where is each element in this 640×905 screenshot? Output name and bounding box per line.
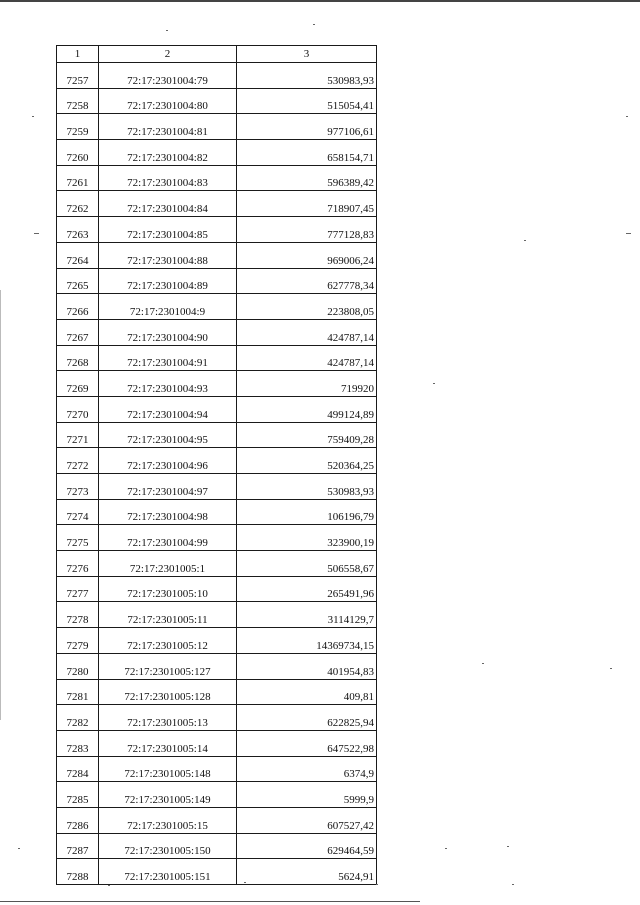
table-row xyxy=(57,602,377,628)
table-row xyxy=(57,165,377,191)
cadastral-number-cell: 72:17:2301004:82 xyxy=(99,140,237,166)
cadastral-value-cell: 424787,14 xyxy=(237,319,377,345)
row-number-cell: 7264 xyxy=(57,242,99,268)
cadastral-value-cell: 658154,71 xyxy=(237,140,377,166)
cadastral-number-cell: 72:17:2301004:97 xyxy=(99,474,237,500)
table-row xyxy=(57,191,377,217)
cadastral-number-cell: 72:17:2301004:9 xyxy=(99,294,237,320)
table-row xyxy=(57,833,377,859)
table-row xyxy=(57,525,377,551)
table-row xyxy=(57,448,377,474)
cadastral-number-cell: 72:17:2301005:11 xyxy=(99,602,237,628)
cadastral-value-cell: 515054,41 xyxy=(237,88,377,114)
table-row xyxy=(57,474,377,500)
table-body xyxy=(57,63,377,885)
scan-speck xyxy=(376,884,378,885)
row-number-cell: 7263 xyxy=(57,217,99,243)
cadastral-number-cell: 72:17:2301004:96 xyxy=(99,448,237,474)
row-number-cell: 7261 xyxy=(57,165,99,191)
table-row xyxy=(57,114,377,140)
table-row xyxy=(57,807,377,833)
row-number-cell: 7273 xyxy=(57,474,99,500)
row-number-cell: 7278 xyxy=(57,602,99,628)
cadastral-value-cell: 718907,45 xyxy=(237,191,377,217)
cadastral-value-cell: 323900,19 xyxy=(237,525,377,551)
row-number-cell: 7260 xyxy=(57,140,99,166)
row-number-cell: 7286 xyxy=(57,807,99,833)
row-number-cell: 7269 xyxy=(57,371,99,397)
scan-speck xyxy=(512,884,514,885)
row-number-cell: 7275 xyxy=(57,525,99,551)
scan-speck xyxy=(524,240,526,241)
cadastral-number-cell: 72:17:2301005:12 xyxy=(99,628,237,654)
scan-speck xyxy=(610,668,612,669)
cadastral-value-cell: 6374,9 xyxy=(237,756,377,782)
row-number-cell: 7285 xyxy=(57,782,99,808)
scan-speck xyxy=(166,30,168,31)
cadastral-value-cell: 607527,42 xyxy=(237,807,377,833)
table-row xyxy=(57,653,377,679)
cadastral-number-cell: 72:17:2301004:93 xyxy=(99,371,237,397)
row-number-cell: 7265 xyxy=(57,268,99,294)
row-number-cell: 7288 xyxy=(57,859,99,885)
table-row xyxy=(57,705,377,731)
cadastral-value-cell: 409,81 xyxy=(237,679,377,705)
scan-speck xyxy=(18,848,20,849)
cadastral-number-cell: 72:17:2301004:88 xyxy=(99,242,237,268)
scan-left-edge xyxy=(0,290,1,720)
cadastral-value-cell: 759409,28 xyxy=(237,422,377,448)
table-row xyxy=(57,268,377,294)
cadastral-value-cell: 596389,42 xyxy=(237,165,377,191)
cadastral-value-cell: 401954,83 xyxy=(237,653,377,679)
cadastral-number-cell: 72:17:2301004:85 xyxy=(99,217,237,243)
table-row xyxy=(57,242,377,268)
cadastral-number-cell: 72:17:2301004:98 xyxy=(99,499,237,525)
cadastral-value-cell: 499124,89 xyxy=(237,396,377,422)
cadastral-value-cell: 647522,98 xyxy=(237,730,377,756)
scan-speck xyxy=(626,116,628,117)
table-row xyxy=(57,294,377,320)
row-number-cell: 7270 xyxy=(57,396,99,422)
cadastral-number-cell: 72:17:2301004:90 xyxy=(99,319,237,345)
cadastral-number-cell: 72:17:2301004:89 xyxy=(99,268,237,294)
row-number-cell: 7281 xyxy=(57,679,99,705)
cadastral-number-cell: 72:17:2301005:127 xyxy=(99,653,237,679)
cadastral-number-cell: 72:17:2301005:10 xyxy=(99,576,237,602)
cadastral-value-cell: 622825,94 xyxy=(237,705,377,731)
cadastral-value-cell: 106196,79 xyxy=(237,499,377,525)
cadastral-value-cell: 520364,25 xyxy=(237,448,377,474)
table-row xyxy=(57,63,377,89)
table-row xyxy=(57,551,377,577)
cadastral-number-cell: 72:17:2301005:128 xyxy=(99,679,237,705)
cadastral-value-cell: 627778,34 xyxy=(237,268,377,294)
row-number-cell: 7272 xyxy=(57,448,99,474)
cadastral-number-cell: 72:17:2301004:91 xyxy=(99,345,237,371)
row-number-cell: 7266 xyxy=(57,294,99,320)
scan-speck xyxy=(244,882,246,883)
cadastral-number-cell: 72:17:2301005:1 xyxy=(99,551,237,577)
row-number-cell: 7258 xyxy=(57,88,99,114)
cadastral-number-cell: 72:17:2301005:148 xyxy=(99,756,237,782)
row-number-cell: 7274 xyxy=(57,499,99,525)
table-row xyxy=(57,371,377,397)
row-number-cell: 7259 xyxy=(57,114,99,140)
scan-speck xyxy=(445,848,447,849)
cadastral-value-cell: 14369734,15 xyxy=(237,628,377,654)
cadastral-number-cell: 72:17:2301005:149 xyxy=(99,782,237,808)
table-row xyxy=(57,88,377,114)
cadastral-value-cell: 777128,83 xyxy=(237,217,377,243)
table-row xyxy=(57,782,377,808)
cadastral-value-cell: 223808,05 xyxy=(237,294,377,320)
cadastral-number-cell: 72:17:2301004:84 xyxy=(99,191,237,217)
row-number-cell: 7280 xyxy=(57,653,99,679)
cadastral-value-cell: 265491,96 xyxy=(237,576,377,602)
cadastral-number-cell: 72:17:2301005:151 xyxy=(99,859,237,885)
cadastral-number-cell: 72:17:2301004:83 xyxy=(99,165,237,191)
table-row xyxy=(57,319,377,345)
cadastral-value-cell: 530983,93 xyxy=(237,63,377,89)
table-row xyxy=(57,499,377,525)
cadastral-number-cell: 72:17:2301004:94 xyxy=(99,396,237,422)
cadastral-value-cell: 629464,59 xyxy=(237,833,377,859)
row-number-cell: 7277 xyxy=(57,576,99,602)
page-top-border xyxy=(0,0,640,2)
row-number-cell: 7257 xyxy=(57,63,99,89)
scan-speck xyxy=(34,233,39,234)
cadastral-value-cell: 977106,61 xyxy=(237,114,377,140)
row-number-cell: 7268 xyxy=(57,345,99,371)
column-header-number: 1 xyxy=(57,46,99,63)
table-row xyxy=(57,396,377,422)
scan-speck xyxy=(32,116,34,117)
cadastral-number-cell: 72:17:2301004:81 xyxy=(99,114,237,140)
cadastral-number-cell: 72:17:2301004:79 xyxy=(99,63,237,89)
row-number-cell: 7287 xyxy=(57,833,99,859)
row-number-cell: 7271 xyxy=(57,422,99,448)
scan-speck xyxy=(626,233,631,234)
cadastral-value-cell: 719920 xyxy=(237,371,377,397)
scan-speck xyxy=(313,24,315,25)
table-row xyxy=(57,679,377,705)
cadastral-value-cell: 506558,67 xyxy=(237,551,377,577)
table-row xyxy=(57,628,377,654)
row-number-cell: 7279 xyxy=(57,628,99,654)
table-row xyxy=(57,140,377,166)
page-bottom-rule xyxy=(0,901,420,902)
cadastral-value-cell: 3114129,7 xyxy=(237,602,377,628)
cadastral-number-cell: 72:17:2301004:80 xyxy=(99,88,237,114)
row-number-cell: 7283 xyxy=(57,730,99,756)
row-number-cell: 7262 xyxy=(57,191,99,217)
cadastral-number-cell: 72:17:2301005:150 xyxy=(99,833,237,859)
cadastral-value-cell: 5624,91 xyxy=(237,859,377,885)
cadastral-value-cell: 969006,24 xyxy=(237,242,377,268)
table-row xyxy=(57,859,377,885)
table-row xyxy=(57,422,377,448)
table-row xyxy=(57,756,377,782)
cadastral-number-cell: 72:17:2301005:13 xyxy=(99,705,237,731)
cadastral-number-cell: 72:17:2301005:15 xyxy=(99,807,237,833)
row-number-cell: 7267 xyxy=(57,319,99,345)
column-header-cadastral-number: 2 xyxy=(99,46,237,63)
row-number-cell: 7276 xyxy=(57,551,99,577)
table-row xyxy=(57,217,377,243)
table-row xyxy=(57,576,377,602)
column-header-value: 3 xyxy=(237,46,377,63)
scan-speck xyxy=(108,885,110,886)
scan-speck xyxy=(433,383,435,384)
cadastral-number-cell: 72:17:2301004:99 xyxy=(99,525,237,551)
cadastral-value-table xyxy=(56,45,377,885)
cadastral-value-cell: 530983,93 xyxy=(237,474,377,500)
cadastral-number-cell: 72:17:2301005:14 xyxy=(99,730,237,756)
scan-speck xyxy=(482,663,484,664)
table-row xyxy=(57,345,377,371)
table-header-row xyxy=(57,46,377,63)
table-row xyxy=(57,730,377,756)
cadastral-number-cell: 72:17:2301004:95 xyxy=(99,422,237,448)
row-number-cell: 7284 xyxy=(57,756,99,782)
cadastral-value-cell: 424787,14 xyxy=(237,345,377,371)
row-number-cell: 7282 xyxy=(57,705,99,731)
scan-speck xyxy=(507,846,509,847)
cadastral-value-cell: 5999,9 xyxy=(237,782,377,808)
